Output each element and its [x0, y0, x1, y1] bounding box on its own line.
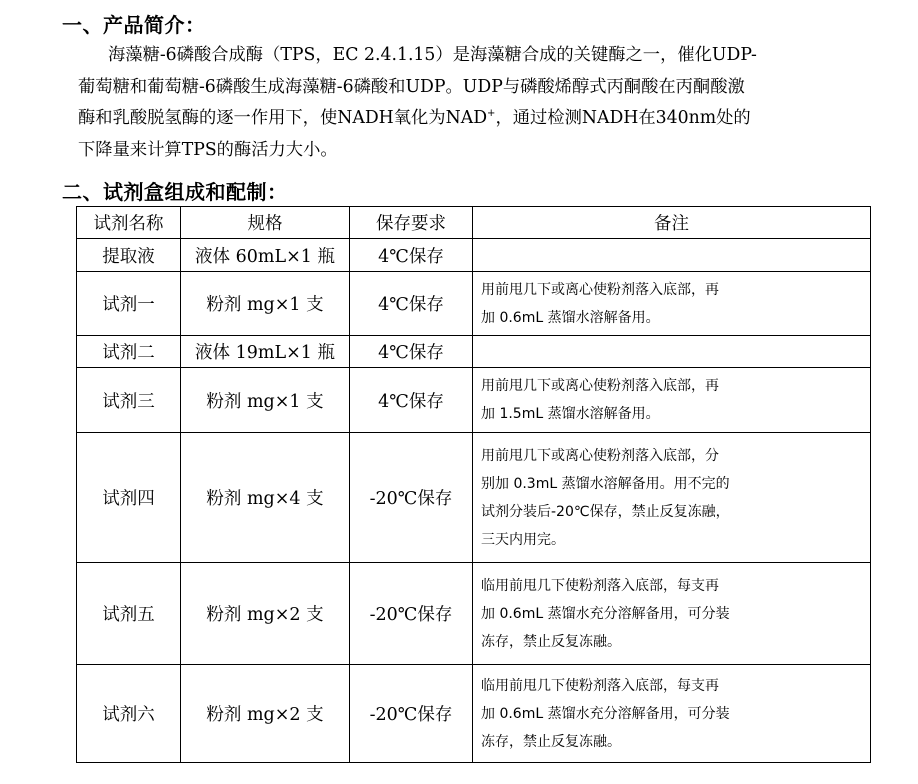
note-line: 三天内用完。 — [481, 531, 565, 548]
table-row — [77, 336, 871, 368]
reagent-name: 试剂三 — [77, 368, 181, 433]
reagent-name: 提取液 — [77, 239, 181, 272]
reagent-note — [473, 433, 871, 563]
reagent-note — [473, 368, 871, 433]
reagent-name: 试剂四 — [77, 433, 181, 563]
reagent-note — [473, 563, 871, 665]
reagent-note — [473, 239, 871, 272]
note-line: 临用前甩几下使粉剂落入底部，每支再 — [481, 577, 719, 594]
reagent-storage: 4℃保存 — [350, 239, 473, 272]
table-row — [77, 665, 871, 763]
header-storage: 保存要求 — [350, 207, 473, 239]
header-spec: 规格 — [181, 207, 350, 239]
intro-paragraph — [78, 40, 916, 166]
header-note: 备注 — [473, 207, 871, 239]
note-line: 冻存，禁止反复冻融。 — [481, 633, 621, 650]
reagent-storage: 4℃保存 — [350, 272, 473, 336]
reagent-note — [473, 336, 871, 368]
note-line: 用前甩几下或离心使粉剂落入底部，分 — [481, 447, 719, 464]
reagent-name: 试剂一 — [77, 272, 181, 336]
table-row — [77, 368, 871, 433]
reagent-table — [76, 206, 871, 763]
nad-superscript: + — [487, 108, 496, 119]
section-heading-intro: 一、产品简介： — [62, 13, 206, 37]
reagent-spec: 液体 19mL×1 瓶 — [181, 336, 350, 368]
table-header-row — [77, 207, 871, 239]
reagent-spec: 粉剂 mg×1 支 — [181, 272, 350, 336]
intro-line-3 — [78, 103, 916, 135]
intro-line-4: 下降量来计算TPS的酶活力大小。 — [78, 139, 338, 160]
note-line: 加 0.6mL 蒸馏水溶解备用。 — [481, 309, 660, 326]
note-line: 加 0.6mL 蒸馏水充分溶解备用，可分装 — [481, 705, 730, 722]
reagent-storage: 4℃保存 — [350, 368, 473, 433]
reagent-name: 试剂二 — [77, 336, 181, 368]
reagent-storage: -20℃保存 — [350, 563, 473, 665]
reagent-spec: 粉剂 mg×4 支 — [181, 433, 350, 563]
reagent-spec: 粉剂 mg×2 支 — [181, 665, 350, 763]
intro-line-3-tail: ，通过检测NADH在340nm处的 — [495, 108, 751, 128]
note-line: 用前甩几下或离心使粉剂落入底部，再 — [481, 378, 719, 394]
note-line: 冻存，禁止反复冻融。 — [481, 733, 621, 750]
reagent-spec: 液体 60mL×1 瓶 — [181, 239, 350, 272]
intro-line-3-head: 酶和乳酸脱氢酶的逐一作用下，使NADH氧化为NAD — [78, 108, 488, 128]
note-line: 加 0.6mL 蒸馏水充分溶解备用，可分装 — [481, 605, 730, 622]
note-line: 临用前甩几下使粉剂落入底部，每支再 — [481, 677, 719, 694]
note-line: 用前甩几下或离心使粉剂落入底部，再 — [481, 281, 719, 298]
reagent-storage: -20℃保存 — [350, 665, 473, 763]
intro-line-2: 葡萄糖和葡萄糖-6磷酸生成海藻糖-6磷酸和UDP。UDP与磷酸烯醇式丙酮酸在丙酮酸激 — [78, 76, 745, 97]
section-heading-kit: 二、试剂盒组成和配制： — [62, 180, 288, 204]
reagent-storage: -20℃保存 — [350, 433, 473, 563]
table-row — [77, 433, 871, 563]
header-name: 试剂名称 — [77, 207, 181, 239]
reagent-note — [473, 665, 871, 763]
table-row — [77, 563, 871, 665]
reagent-spec: 粉剂 mg×1 支 — [181, 368, 350, 433]
reagent-name: 试剂五 — [77, 563, 181, 665]
reagent-storage: 4℃保存 — [350, 336, 473, 368]
note-line: 试剂分装后-20℃保存，禁止反复冻融， — [481, 503, 730, 520]
reagent-name: 试剂六 — [77, 665, 181, 763]
note-line: 加 1.5mL 蒸馏水溶解备用。 — [481, 406, 660, 422]
reagent-spec: 粉剂 mg×2 支 — [181, 563, 350, 665]
intro-line-1: 海藻糖-6磷酸合成酶（TPS，EC 2.4.1.15）是海藻糖合成的关键酶之一，催化UDP- — [108, 45, 757, 65]
table-row — [77, 239, 871, 272]
reagent-note — [473, 272, 871, 336]
note-line: 别加 0.3mL 蒸馏水溶解备用。用不完的 — [481, 475, 730, 492]
table-row — [77, 272, 871, 336]
